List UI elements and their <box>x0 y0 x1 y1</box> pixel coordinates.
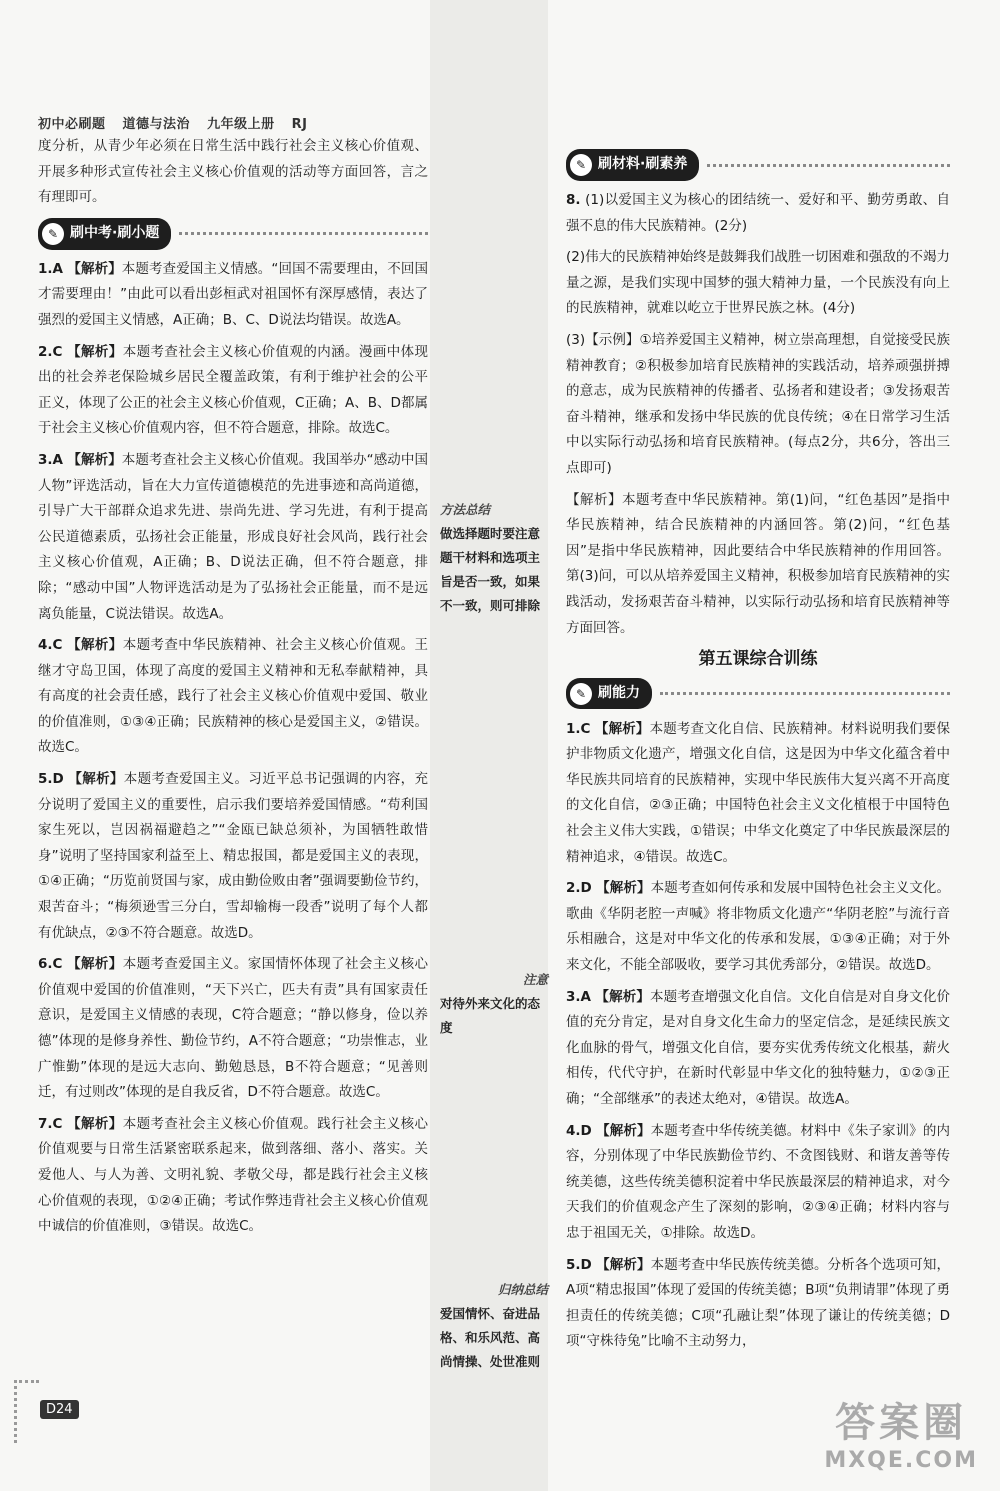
section-banner-material <box>566 148 950 182</box>
analysis-tag: 【解析】 <box>595 988 650 1005</box>
banner-label: 刷材料·刷素养 <box>598 156 688 173</box>
answer-text: 本题考查文化自信、民族精神。材料说明我们要保护非物质文化遗产，增强文化自信，这是因为中华文化蕴含着中华民族共同培育的民族精神，实现中华民族伟大复兴离不开高度的文化自信，②③正确；中国特色社会主义文化植根于中国特色社会主义伟大实践，①错误；中华文化奠定了中华民族最深层的精神追求，④错误。故选C。 <box>566 720 951 865</box>
analysis-tag: 【解析】 <box>67 637 123 654</box>
note-text: 对待外来文化的态度 <box>440 996 541 1035</box>
answer-item <box>38 1112 428 1240</box>
answer-item <box>38 767 428 946</box>
answer-item <box>38 952 428 1106</box>
intro-text: 度分析，从青少年必须在日常生活中践行社会主义核心价值观、开展多种形式宣传社会主义核心价值观的活动等方面回答，言之有理即可。 <box>38 138 428 206</box>
answer-text: 本题考查爱国主义。家国情怀体现了社会主义核心价值观中爱国的价值准则，“天下兴亡，匹夫有责”具有国家责任意识，是爱国主义情感的表现，C符合题意；“静以修身，俭以养德”体现的是修身养性、勤俭节约，A不符合题意；“功崇惟志，业广惟勤”体现的是远大志向、勤勉恳恳，B不符合题意；“见善则迁，有过则改”体现的是自我反省，D不符合题意。故选C。 <box>38 956 429 1101</box>
answer-text: 本题考查社会主义核心价值观的内涵。漫画中体现出的社会养老保险城乡居民全覆盖政策，有利于维护社会的公平正义，体现了公正的社会主义核心价值观，C正确；A、B、D都属于社会主义核心价值观内容，但不符合题意，排除。故选C。 <box>38 343 429 437</box>
note-title: 注意 <box>522 972 548 987</box>
lesson-title: 第五课综合训练 <box>698 649 818 670</box>
answer-text: 本题考查中华民族精神、社会主义核心价值观。王继才守岛卫国，体现了高度的爱国主义精神和无私奉献精神，具有高度的社会责任感，践行了社会主义核心价值观中爱国、敬业的价值准则，①③④正确；民族精神的核心是爱国主义，②错误。故选C。 <box>38 637 429 756</box>
answer-number: 2.D <box>566 880 592 897</box>
analysis-tag: 【解析】 <box>67 343 123 360</box>
note-text: 做选择题时要注意题干材料和选项主旨是否一致，如果不一致，则可排除 <box>440 526 541 613</box>
answer-item <box>566 876 950 978</box>
section-banner-ability <box>566 677 950 711</box>
margin-notes-column <box>430 0 548 1491</box>
answer-text: 本题考查如何传承和发展中国特色社会主义文化。歌曲《华阴老腔一声喊》将非物质文化遗产“华阴老腔”与流行音乐相融合，这是对中华文化的传承和发展，①③④正确；对于外来文化，不能全部吸收，要学习其优秀部分，②错误。故选D。 <box>566 880 951 974</box>
answer-text: 本题考查爱国主义情感。“回国不需要理由，不回国才需要理由！”由此可以看出彭桓武对祖国怀有深厚感情，表达了强烈的爱国主义情感，A正确；B、C、D说法均错误。故选A。 <box>38 260 429 328</box>
answer-item <box>38 257 428 334</box>
answer-number: 4.C <box>38 637 63 654</box>
answer-text: (3)【示例】①培养爱国主义精神，树立崇高理想，自觉接受民族精神教育；②积极参加培育民族精神的实践活动，培养顽强拼搏的意志，成为民族精神的传播者、弘扬者和建设者；③发扬艰苦奋斗精神，继承和发扬中华民族的优良传统；④在日常学习生活中以实际行动弘扬和培育民族精神。(每点2分，共6分，答出三点即可) <box>566 331 950 476</box>
answer-number: 2.C <box>38 343 63 360</box>
answer-item <box>38 448 428 627</box>
page-number: D24 <box>40 1400 79 1419</box>
answer-item <box>566 328 950 482</box>
answer-item <box>566 717 950 871</box>
answer-number: 6.C <box>38 956 63 973</box>
answer-text: 【解析】本题考查中华民族精神。第(1)问，“红色基因”是指中华民族精神，结合民族精神的内涵回答。第(2)问，“红色基因”是指中华民族精神，因此要结合中华民族精神的作用回答。第(3)问，可以从培养爱国主义精神，积极参加培育民族精神的实践活动，发扬艰苦奋斗精神，以实际行动弘扬和培育民族精神等方面回答。 <box>566 491 950 636</box>
header-subject: 道德与法治 <box>122 117 191 132</box>
note-title: 方法总结 <box>440 502 491 517</box>
answer-text: 本题考查增强文化自信。文化自信是对自身文化价值的充分肯定，是对自身文化生命力的坚定信念，是延续民族文化血脉的骨气，增强文化自信，要夯实优秀传统文化根基，薪火相传，代代守护，在新时代彰显中华文化的独特魅力，①②③正确；“全部继承”的表述太绝对，④错误。故选A。 <box>566 988 951 1107</box>
answer-number: 8. <box>566 192 581 208</box>
answer-number: 3.A <box>566 988 591 1005</box>
answer-item <box>566 188 950 239</box>
section-banner-exam <box>38 217 428 251</box>
watermark <box>824 1391 978 1473</box>
answer-item <box>566 245 950 322</box>
analysis-tag: 【解析】 <box>67 956 123 973</box>
answer-item <box>38 340 428 442</box>
banner-label: 刷能力 <box>598 684 640 701</box>
answer-item <box>566 1253 950 1355</box>
book-icon: ✎ <box>42 223 64 245</box>
answer-text: 本题考查社会主义核心价值观。践行社会主义核心价值观要与日常生活紧密联系起来，做到落细、落小、落实。关爱他人、与人为善、文明礼貌、孝敬父母，都是践行社会主义核心价值观的表现，①②④正确；考试作弊违背社会主义核心价值观中诚信的价值准则，③错误。故选C。 <box>38 1115 429 1235</box>
answer-list <box>38 257 428 1240</box>
book-icon: ✎ <box>570 683 592 705</box>
book-icon: ✎ <box>570 154 592 176</box>
answer-text: (1)以爱国主义为核心的团结统一、爱好和平、勤劳勇敢、自强不息的伟大民族精神。(2分) <box>566 192 950 234</box>
analysis-tag: 【解析】 <box>67 451 122 468</box>
margin-note-summary <box>440 1278 548 1374</box>
answer-item <box>566 985 950 1113</box>
analysis-tag: 【解析】 <box>68 771 124 788</box>
right-column <box>566 144 950 1361</box>
answer-text: 本题考查中华传统美德。材料中《朱子家训》的内容，分别体现了中华民族勤俭节约、不贪图钱财、和谐友善等传统美德，这些传统美德积淀着中华民族最深层的精神追求，对今天我们的价值观念产生了深刻的影响，②③④正确；材料内容与忠于祖国无关，①排除。故选D。 <box>566 1122 951 1241</box>
analysis-tag: 【解析】 <box>596 1122 651 1139</box>
analysis-tag: 【解析】 <box>596 880 651 897</box>
answer-number: 4.D <box>566 1122 592 1139</box>
analysis-tag: 【解析】 <box>594 720 650 737</box>
page-header <box>38 113 320 132</box>
answer-text: 本题考查爱国主义。习近平总书记强调的内容，充分说明了爱国主义的重要性，启示我们要培养爱国情感。“苟利国家生死以，岂因祸福避趋之”“金瓯已缺总须补，为国牺牲敢惜身”说明了坚持国家利益至上、精忠报国，都是爱国主义的表现，①④正确；“历览前贤国与家，成由勤俭败由奢”强调要勤俭节约，艰苦奋斗；“梅须逊雪三分白，雪却输梅一段香”说明了每个人都有优缺点，②③不符合题意。故选D。 <box>38 771 429 941</box>
answer-text: 本题考查中华民族传统美德。分析各个选项可知，A项“精忠报国”体现了爱国的传统美德；B项“负荆请罪”体现了勇担责任的传统美德；C项“孔融让梨”体现了谦让的传统美德；D项“守株待兔”比喻不主动努力， <box>566 1256 951 1350</box>
answer-number: 1.C <box>566 720 591 737</box>
answer-list <box>566 717 950 1355</box>
analysis-tag: 【解析】 <box>596 1256 651 1273</box>
note-text: 爱国情怀、奋进品格、和乐风范、高尚情操、处世准则 <box>440 1306 541 1369</box>
header-edition: RJ <box>291 117 308 132</box>
header-book: 初中必刷题 <box>38 117 106 132</box>
margin-note-attention <box>440 968 548 1040</box>
answer-text: 本题考查社会主义核心价值观。我国举办“感动中国人物”评选活动，旨在大力宣传道德模范的先进事迹和高尚道德，引导广大干部群众追求先进、崇尚先进、学习先进，有利于提高公民道德素质，弘扬社会正能量，形成良好社会风尚，践行社会主义核心价值观，A正确；B、D说法正确，但不符合题意，排除；“感动中国”人物评选活动是为了弘扬社会正能量，而不是远离负能量，C说法错误。故选A。 <box>38 451 429 622</box>
answer-number: 5.D <box>566 1256 592 1273</box>
answer-number: 3.A <box>38 451 63 468</box>
margin-note-method <box>440 498 548 618</box>
answer-number: 7.C <box>38 1115 63 1132</box>
banner-label: 刷中考·刷小题 <box>70 224 160 241</box>
watermark-bottom: MXQE.COM <box>824 1448 978 1473</box>
answer-item <box>566 1119 950 1247</box>
watermark-top: 答案圈 <box>835 1400 968 1446</box>
analysis-tag: 【解析】 <box>67 260 122 277</box>
header-grade: 九年级上册 <box>207 117 275 132</box>
answer-item <box>38 633 428 761</box>
left-column <box>38 134 428 1246</box>
analysis-tag: 【解析】 <box>67 1115 123 1132</box>
answer-item <box>566 488 950 642</box>
answer-text: (2)伟大的民族精神始终是鼓舞我们战胜一切困难和强敌的不竭力量之源，是我们实现中国梦的强大精神力量，一个民族没有向上的民族精神，就难以屹立于世界民族之林。(4分) <box>566 249 950 317</box>
answer-number: 1.A <box>38 260 63 277</box>
note-title: 归纳总结 <box>497 1282 548 1297</box>
page-corner-decoration <box>14 1380 39 1443</box>
question-8-answers <box>566 188 950 641</box>
answer-number: 5.D <box>38 771 64 788</box>
